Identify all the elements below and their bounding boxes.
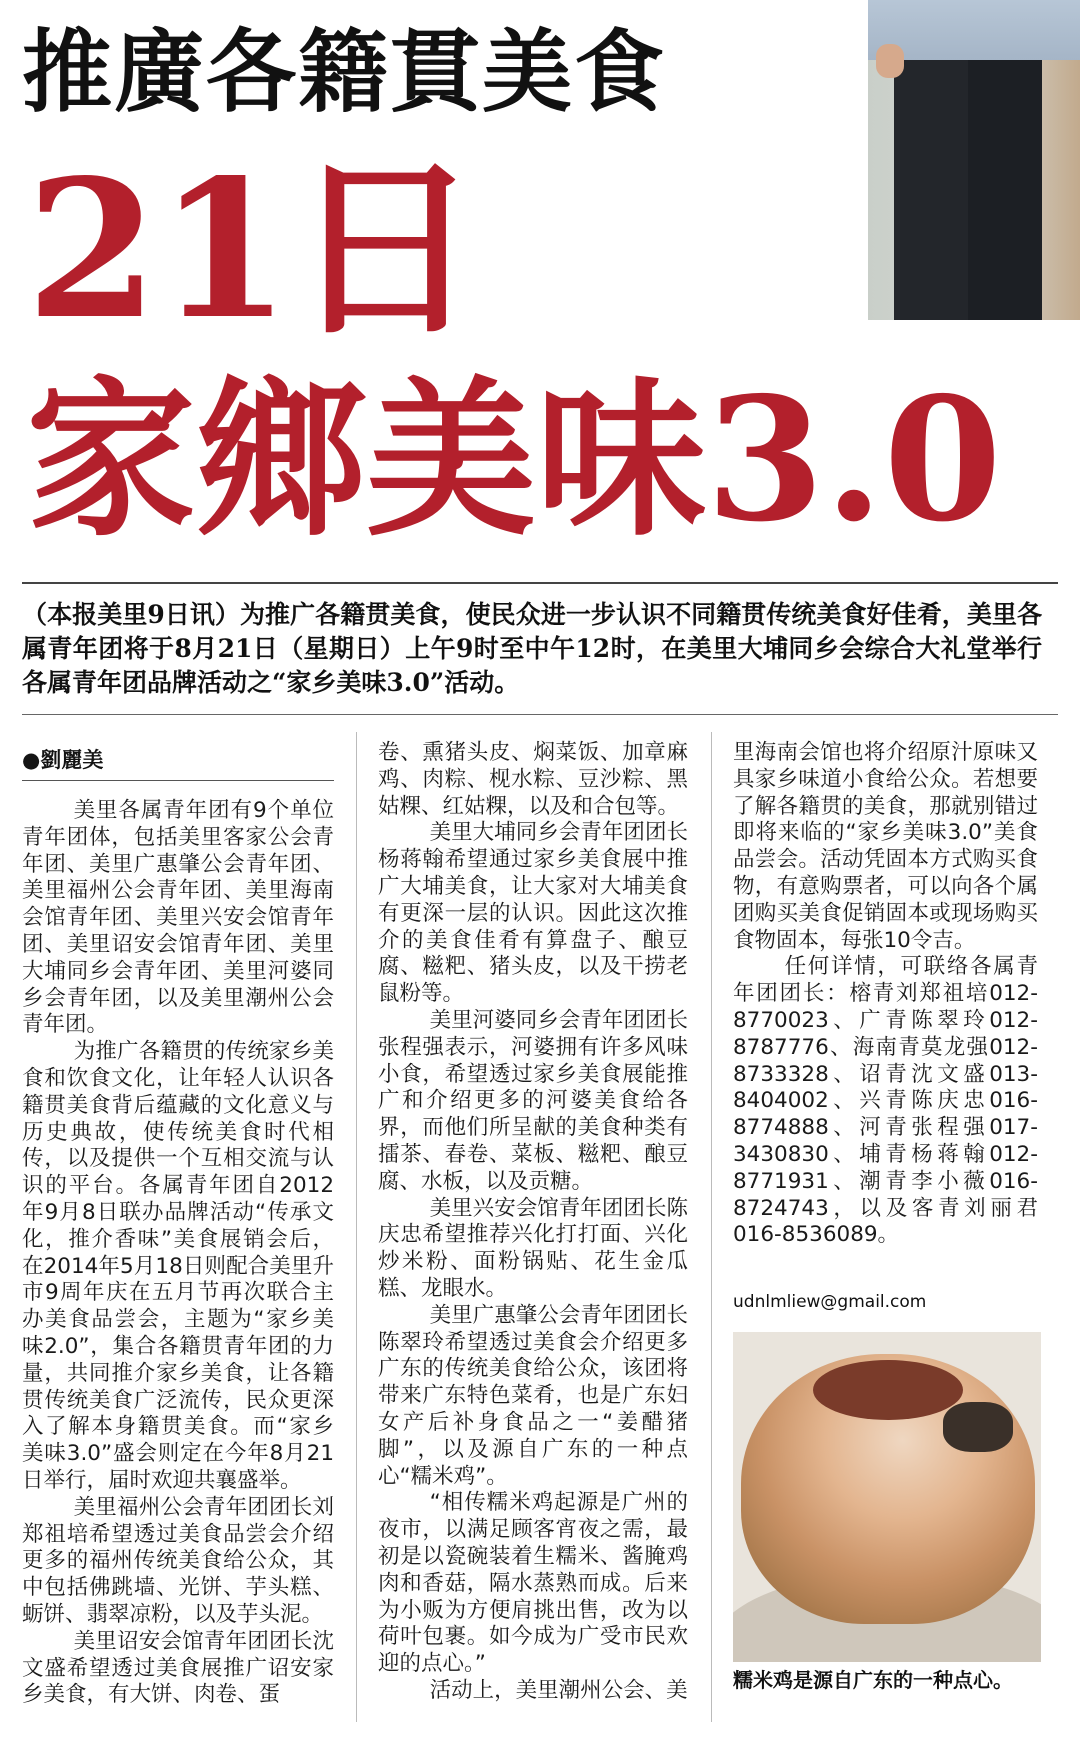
paragraph: 美里福州公会青年团团长刘郑祖培希望透过美食品尝会介绍更多的福州传统美食给公众，其中包括佛跳墙、光饼、芋头糕、蛎饼、翡翠凉粉，以及芋头泥。: [22, 1494, 334, 1627]
headline-kicker: 推廣各籍貫美食: [22, 20, 666, 125]
paragraph-continued: 卷、熏猪头皮、焖菜饭、加章麻鸡、肉粽、枧水粽、豆沙粽、黑姑粿、红姑粿，以及和合包等。: [378, 740, 688, 819]
photo-caption: 糯米鸡是源自广东的一种点心。: [733, 1668, 1013, 1692]
byline: ●劉麗美: [22, 744, 334, 781]
paragraph: 美里兴安会馆青年团团长陈庆忠希望推荐兴化打打面、兴化炒米粉、面粉锅贴、花生金瓜糕、龙眼水。: [378, 1195, 688, 1301]
article-column-3: [733, 740, 1038, 1249]
paragraph: 美里河婆同乡会青年团团长张程强表示，河婆拥有许多风味小食，希望透过家乡美食展能推广和介绍更多的河婆美食给各界，而他们所呈献的美食种类有擂茶、春卷、菜板、糍粑、酿豆腐、水板，以及贡糖。: [378, 1007, 688, 1194]
headline-title: 家鄉美味3.0: [26, 360, 1002, 560]
lead-rule: [22, 714, 1058, 715]
reporter-email: udnlmliew@gmail.com: [733, 1292, 927, 1312]
lead-paragraph: （本报美里9日讯）为推广各籍贯美食，使民众进一步认识不同籍贯传统美食好佳肴，美里各属青年团将于8月21日（星期日）上午9时至中午12时，在美里大埔同乡会综合大礼堂举行各属青年团品牌活动之“家乡美味3.0”活动。: [22, 600, 1042, 697]
photo-trouser-left: [894, 60, 968, 320]
contact-paragraph: 任何详情，可联络各属青年团团长：榕青刘郑祖培012-8770023、广青陈翠玲012-8787776、海南青莫龙强012-8733328、诏青沈文盛013-8404002、兴青陈庆忠016-8774888、河青张程强017-3430830、埔青杨蒋翰012-8771931、潮青李小薇016-8724743，以及客青刘丽君016-8536089。: [733, 954, 1038, 1248]
paragraph-continued: 里海南会馆也将介绍原汁原味又具家乡味道小食给公众。若想要了解各籍贯的美食，那就别错过即将来临的“家乡美味3.0”美食品尝会。活动凭固本方式购买食物，有意购票者，可以向各个属团购买美食促销固本或现场购买食物固本，每张10令吉。: [733, 740, 1038, 953]
photo-mushroom: [943, 1402, 1013, 1452]
column-divider-2: [711, 732, 712, 1722]
paragraph: 美里各属青年团有9个单位青年团体，包括美里客家公会青年团、美里广惠肇公会青年团、美里福州公会青年团、美里海南会馆青年团、美里兴安会馆青年团、美里诏安会馆青年团、美里大埔同乡会青年团、美里河婆同乡会青年团，以及美里潮州公会青年团。: [22, 798, 334, 1038]
paragraph: 为推广各籍贯的传统家乡美食和饮食文化，让年轻人认识各籍贯美食背后蕴藏的文化意义与历史典故，使传统美食时代相传，以及提供一个互相交流与认识的平台。各属青年团自2012年9月8日联办品牌活动“传承文化，推介香味”美食展销会后，在2014年5月18日则配合美里升市9周年庆在五月节再次联合主办美食品尝会，主题为“家乡美味2.0”，集合各籍贯青年团的力量，共同推介家乡美食，让各籍贯传统美食广泛流传，民众更深入了解本身籍贯美食。而“家乡美味3.0”盛会则定在今年8月21日举行，届时欢迎共襄盛举。: [22, 1039, 334, 1493]
photo-trouser-right: [968, 60, 1042, 320]
article-column-2: [378, 740, 688, 1705]
paragraph: 活动上，美里潮州公会、美: [429, 1677, 688, 1703]
headline-date: 21日: [26, 138, 481, 361]
food-photo: [733, 1332, 1041, 1662]
headline-rule: [22, 582, 1058, 584]
photo-hand: [876, 44, 904, 78]
article-column-1: [22, 798, 334, 1709]
paragraph: 美里大埔同乡会青年团团长杨蒋翰希望通过家乡美食展中推广大埔美食，让大家对大埔美食有更深一层的认识。因此这次推介的美食佳肴有算盘子、酿豆腐、糍粑、猪头皮，以及干捞老鼠粉等。: [378, 820, 688, 1007]
top-photo: [868, 0, 1080, 320]
photo-filling: [813, 1360, 963, 1420]
paragraph: 美里广惠肇公会青年团团长陈翠玲希望透过美食会介绍更多广东的传统美食给公众，该团将带来广东特色菜肴，也是广东妇女产后补身食品之一“姜醋猪脚”，以及源自广东的一种点心“糯米鸡”。: [378, 1302, 688, 1489]
paragraph: 美里诏安会馆青年团团长沈文盛希望透过美食展推广诏安家乡美食，有大饼、肉卷、蛋: [22, 1628, 334, 1708]
paragraph: “相传糯米鸡起源是广州的夜市，以满足顾客宵夜之需，最初是以瓷碗装着生糯米、酱腌鸡肉和香菇，隔水蒸熟而成。后来为小贩为方便肩挑出售，改为以荷叶包裹。如今成为广受市民欢迎的点心。”: [378, 1490, 688, 1677]
column-divider-1: [356, 732, 357, 1722]
